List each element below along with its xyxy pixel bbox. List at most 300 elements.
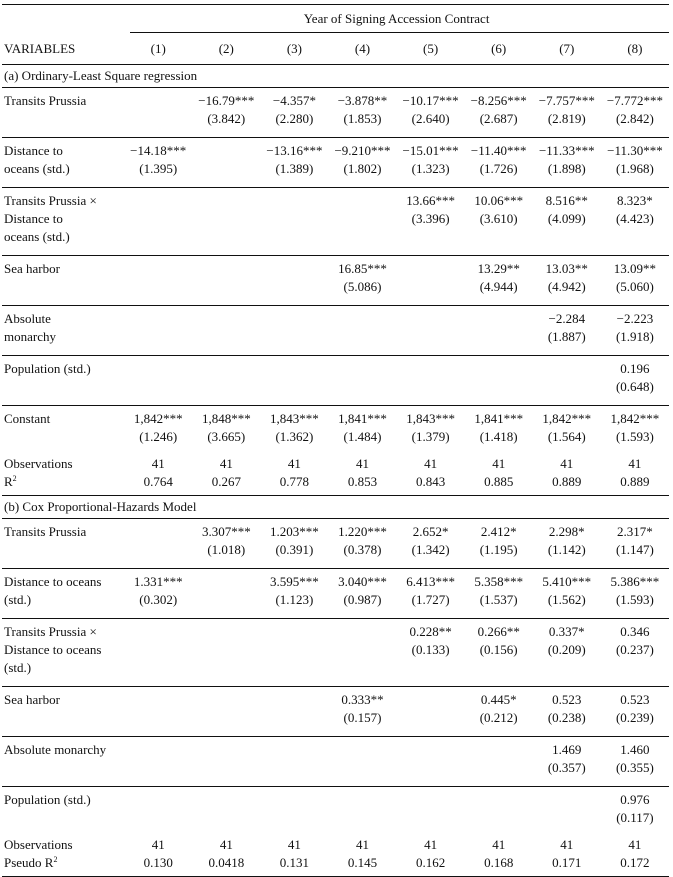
stat-value: 0.145	[328, 854, 396, 877]
row-label: Constant	[2, 406, 124, 429]
table-row	[2, 228, 669, 246]
table-row	[2, 256, 669, 279]
stat-value: 0.168	[465, 854, 533, 877]
row-label: oceans (std.)	[4, 229, 70, 244]
std-error-cell: (1.142)	[547, 542, 586, 557]
column-header: (8)	[627, 41, 643, 56]
std-error-cell	[124, 759, 192, 777]
std-error-cell	[192, 160, 260, 178]
panel-b-title: (b) Cox Proportional-Hazards Model	[2, 496, 669, 519]
coefficient-cell	[260, 356, 328, 379]
stat-value: 41	[219, 837, 233, 852]
std-error-cell: (1.968)	[615, 161, 654, 176]
std-error-cell	[124, 328, 192, 346]
coefficient-cell: −14.18***	[124, 138, 192, 161]
empty-cell	[260, 659, 328, 677]
std-error-cell	[397, 809, 465, 827]
std-error-cell	[192, 709, 260, 727]
coefficient-cell	[192, 619, 260, 642]
table-row	[2, 88, 669, 111]
coefficient-cell	[124, 519, 192, 542]
std-error-cell: (1.379)	[411, 429, 450, 444]
std-error-cell: (1.484)	[343, 429, 382, 444]
stat-value: 41	[424, 837, 438, 852]
std-error-cell: (0.156)	[479, 642, 518, 657]
std-error-cell	[260, 759, 328, 777]
row-spacer	[2, 777, 669, 787]
coefficient-cell: 0.523	[533, 687, 601, 710]
std-error-cell: (3.396)	[411, 211, 450, 226]
std-error-cell	[465, 378, 533, 396]
coefficient-cell	[124, 787, 192, 810]
row-label: monarchy	[4, 329, 56, 344]
row-spacer	[2, 827, 669, 836]
coefficient-cell: 5.358***	[465, 569, 533, 592]
coefficient-cell: −7.772***	[601, 88, 669, 111]
coefficient-cell	[260, 306, 328, 329]
coefficient-cell	[192, 256, 260, 279]
stat-value: 0.131	[260, 854, 328, 877]
coefficient-cell	[328, 737, 396, 760]
std-error-cell	[192, 641, 260, 659]
coefficient-cell: 1.331***	[124, 569, 192, 592]
row-label: Distance to oceans	[4, 642, 102, 657]
stat-value: 0.853	[347, 474, 378, 489]
row-label	[2, 428, 124, 446]
std-error-cell: (1.562)	[547, 592, 586, 607]
row-label: oceans (std.)	[4, 161, 70, 176]
std-error-cell	[124, 809, 192, 827]
std-error-cell	[192, 210, 260, 228]
coefficient-cell: 0.346	[601, 619, 669, 642]
coefficient-cell: −3.878**	[328, 88, 396, 111]
row-label: Absolute monarchy	[2, 737, 124, 760]
std-error-cell	[192, 328, 260, 346]
std-error-cell	[260, 278, 328, 296]
coefficient-cell: 13.09**	[601, 256, 669, 279]
regression-table	[2, 4, 669, 877]
std-error-cell: (2.687)	[479, 111, 518, 126]
table-row	[2, 641, 669, 659]
std-error-cell: (2.819)	[547, 111, 586, 126]
coefficient-cell: −15.01***	[397, 138, 465, 161]
coefficient-cell	[124, 88, 192, 111]
coefficient-cell: −11.33***	[533, 138, 601, 161]
stat-value: 41	[287, 837, 301, 852]
table-row	[2, 619, 669, 642]
table-header	[2, 5, 669, 65]
coefficient-cell: −9.210***	[328, 138, 396, 161]
coefficient-cell: 2.412*	[465, 519, 533, 542]
coefficient-cell: 6.413***	[397, 569, 465, 592]
empty-cell	[260, 228, 328, 246]
table-row	[2, 569, 669, 592]
table-row	[2, 591, 669, 609]
std-error-cell	[124, 541, 192, 559]
std-error-cell	[533, 378, 601, 396]
std-error-cell: (1.342)	[411, 542, 450, 557]
std-error-cell: (0.157)	[343, 710, 382, 725]
std-error-cell: (0.391)	[275, 542, 314, 557]
std-error-cell: (1.853)	[343, 111, 382, 126]
stat-value: 41	[628, 837, 642, 852]
coefficient-cell: 0.266**	[465, 619, 533, 642]
column-header: (3)	[286, 41, 302, 56]
coefficient-cell	[328, 188, 396, 211]
table-row	[2, 306, 669, 329]
coefficient-cell: 0.228**	[397, 619, 465, 642]
column-header: (1)	[150, 41, 166, 56]
std-error-cell	[260, 709, 328, 727]
std-error-cell: (5.060)	[615, 279, 654, 294]
stat-value: 41	[492, 837, 506, 852]
table-row	[2, 687, 669, 710]
stat-value: 41	[560, 837, 574, 852]
coefficient-cell	[192, 737, 260, 760]
stat-value: 41	[219, 456, 233, 471]
table-row	[2, 328, 669, 346]
std-error-cell: (0.302)	[139, 592, 178, 607]
coefficient-cell: 1.469	[533, 737, 601, 760]
row-label	[2, 110, 124, 128]
table-row	[2, 541, 669, 559]
std-error-cell: (4.942)	[547, 279, 586, 294]
coefficient-cell: 2.652*	[397, 519, 465, 542]
empty-cell	[192, 228, 260, 246]
coefficient-cell: 16.85***	[328, 256, 396, 279]
coefficient-cell: 8.516**	[533, 188, 601, 211]
std-error-cell: (1.418)	[479, 429, 518, 444]
coefficient-cell	[260, 687, 328, 710]
coefficient-cell	[124, 256, 192, 279]
coefficient-cell: −11.30***	[601, 138, 669, 161]
std-error-cell: (4.423)	[615, 211, 654, 226]
std-error-cell	[465, 759, 533, 777]
coefficient-cell	[397, 306, 465, 329]
row-label: Absolute	[2, 306, 124, 329]
coefficient-cell	[124, 619, 192, 642]
row-label: Distance to oceans	[2, 569, 124, 592]
coefficient-cell	[260, 256, 328, 279]
empty-cell	[397, 659, 465, 677]
empty-cell	[601, 228, 669, 246]
coefficient-cell	[192, 787, 260, 810]
coefficient-cell: −2.223	[601, 306, 669, 329]
coefficient-cell: 1,841***	[465, 406, 533, 429]
row-label: Sea harbor	[2, 687, 124, 710]
std-error-cell: (1.898)	[547, 161, 586, 176]
empty-cell	[601, 659, 669, 677]
coefficient-cell: 3.307***	[192, 519, 260, 542]
coefficient-cell	[328, 356, 396, 379]
stat-value: 41	[492, 456, 506, 471]
std-error-cell	[397, 378, 465, 396]
row-label: (std.)	[4, 592, 32, 607]
coefficient-cell: 3.040***	[328, 569, 396, 592]
std-error-cell	[192, 591, 260, 609]
stat-label	[2, 836, 124, 854]
row-label: Population (std.)	[2, 787, 124, 810]
table-row	[2, 709, 669, 727]
coefficient-cell	[533, 356, 601, 379]
coefficient-cell	[192, 138, 260, 161]
empty-cell	[124, 228, 192, 246]
std-error-cell: (0.117)	[616, 810, 654, 825]
coefficient-cell	[192, 306, 260, 329]
coefficient-cell	[192, 569, 260, 592]
coefficient-cell: 1.460	[601, 737, 669, 760]
std-error-cell	[124, 110, 192, 128]
std-error-cell: (0.987)	[343, 592, 382, 607]
stat-label	[2, 854, 124, 877]
std-error-cell: (1.802)	[343, 161, 382, 176]
std-error-cell: (1.537)	[479, 592, 518, 607]
row-spacer	[2, 246, 669, 256]
empty-cell	[328, 228, 396, 246]
coefficient-cell: −8.256***	[465, 88, 533, 111]
std-error-cell	[260, 210, 328, 228]
std-error-cell: (1.918)	[615, 329, 654, 344]
coefficient-cell: 1,841***	[328, 406, 396, 429]
column-header: (2)	[218, 41, 234, 56]
std-error-cell	[192, 759, 260, 777]
coefficient-cell	[465, 737, 533, 760]
std-error-cell: (1.564)	[547, 429, 586, 444]
std-error-cell: (4.944)	[479, 279, 518, 294]
row-spacer	[2, 446, 669, 455]
std-error-cell: (1.726)	[479, 161, 518, 176]
coefficient-cell	[260, 787, 328, 810]
std-error-cell: (0.239)	[615, 710, 654, 725]
std-error-cell	[465, 328, 533, 346]
std-error-cell: (0.212)	[479, 710, 518, 725]
panel-a-body	[2, 65, 669, 496]
column-header-row	[2, 33, 669, 65]
coefficient-cell: 10.06***	[465, 188, 533, 211]
table-row	[2, 278, 669, 296]
empty-cell	[465, 659, 533, 677]
std-error-cell: (0.355)	[615, 760, 654, 775]
std-error-cell	[260, 328, 328, 346]
std-error-cell: (1.887)	[547, 329, 586, 344]
std-error-cell: (1.123)	[275, 592, 314, 607]
coefficient-cell: 0.333**	[328, 687, 396, 710]
row-label	[2, 541, 124, 559]
coefficient-cell	[260, 619, 328, 642]
std-error-cell	[192, 378, 260, 396]
stat-value: 41	[287, 456, 301, 471]
stat-row	[2, 473, 669, 496]
row-spacer	[2, 346, 669, 356]
empty-cell	[465, 228, 533, 246]
std-error-cell: (1.018)	[207, 542, 246, 557]
row-spacer	[2, 396, 669, 406]
panel-a-title: (a) Ordinary-Least Square regression	[2, 65, 669, 88]
coefficient-cell: 0.337*	[533, 619, 601, 642]
coefficient-cell: 1.203***	[260, 519, 328, 542]
coefficient-cell: 1.220***	[328, 519, 396, 542]
std-error-cell: (1.323)	[411, 161, 450, 176]
std-error-cell	[533, 809, 601, 827]
std-error-cell: (0.378)	[343, 542, 382, 557]
std-error-cell: (0.357)	[547, 760, 586, 775]
std-error-cell: (3.665)	[207, 429, 246, 444]
column-header: (4)	[354, 41, 371, 56]
stat-value: 0.889	[552, 474, 582, 489]
coefficient-cell	[397, 737, 465, 760]
coefficient-cell: −2.284	[533, 306, 601, 329]
table-row	[2, 759, 669, 777]
std-error-cell	[328, 759, 396, 777]
std-error-cell	[260, 378, 328, 396]
table-row	[2, 188, 669, 211]
stat-value: 41	[628, 456, 642, 471]
row-label: Distance to	[4, 211, 63, 226]
stat-value: 0.843	[415, 474, 446, 489]
panel-b-body	[2, 496, 669, 877]
coefficient-cell: 5.386***	[601, 569, 669, 592]
coefficient-cell: 1,842***	[533, 406, 601, 429]
column-spanner: Year of Signing Accession Contract	[124, 5, 669, 33]
std-error-cell	[397, 709, 465, 727]
row-spacer	[2, 128, 669, 138]
row-label: Transits Prussia	[2, 519, 124, 542]
coefficient-cell	[465, 787, 533, 810]
stat-value: 0.889	[620, 474, 650, 489]
row-label	[2, 709, 124, 727]
superscript: 2	[53, 855, 58, 864]
std-error-cell: (1.389)	[275, 161, 314, 176]
coefficient-cell: 5.410***	[533, 569, 601, 592]
stat-value: 0.162	[397, 854, 465, 877]
std-error-cell	[260, 641, 328, 659]
table-row	[2, 210, 669, 228]
stat-label-text: Observations	[4, 456, 73, 471]
table-row	[2, 428, 669, 446]
stat-value: 0.0418	[192, 854, 260, 877]
coefficient-cell	[328, 306, 396, 329]
coefficient-cell	[124, 306, 192, 329]
stat-value: 41	[151, 456, 165, 471]
std-error-cell: (0.237)	[615, 642, 654, 657]
stat-value: 0.172	[601, 854, 669, 877]
coefficient-cell	[124, 737, 192, 760]
stat-value: 41	[356, 837, 369, 852]
std-error-cell	[124, 278, 192, 296]
stat-value: 0.130	[124, 854, 192, 877]
std-error-cell: (2.640)	[411, 111, 450, 126]
std-error-cell: (1.593)	[615, 429, 654, 444]
row-spacer	[2, 727, 669, 737]
table-row	[2, 519, 669, 542]
table-row	[2, 659, 669, 677]
std-error-cell	[465, 809, 533, 827]
std-error-cell: (1.727)	[411, 592, 450, 607]
std-error-cell: (3.610)	[479, 211, 518, 226]
empty-cell	[328, 659, 396, 677]
coefficient-cell: 1,848***	[192, 406, 260, 429]
empty-cell	[533, 659, 601, 677]
stat-label	[2, 473, 124, 496]
coefficient-cell	[328, 787, 396, 810]
coefficient-cell	[397, 356, 465, 379]
std-error-cell: (1.362)	[275, 429, 314, 444]
coefficient-cell	[260, 737, 328, 760]
stat-value: 41	[356, 456, 369, 471]
coefficient-cell	[192, 188, 260, 211]
coefficient-cell: 13.66***	[397, 188, 465, 211]
std-error-cell: (2.842)	[615, 111, 654, 126]
std-error-cell: (1.195)	[479, 542, 518, 557]
coefficient-cell: 2.298*	[533, 519, 601, 542]
coefficient-cell	[124, 356, 192, 379]
std-error-cell	[328, 210, 396, 228]
std-error-cell: (1.593)	[615, 592, 654, 607]
std-error-cell: (1.395)	[139, 161, 178, 176]
std-error-cell: (0.238)	[547, 710, 586, 725]
coefficient-cell: −7.757***	[533, 88, 601, 111]
coefficient-cell: −10.17***	[397, 88, 465, 111]
coefficient-cell	[124, 188, 192, 211]
std-error-cell	[328, 328, 396, 346]
coefficient-cell	[465, 356, 533, 379]
row-label: Transits Prussia ×	[2, 619, 124, 642]
row-label	[2, 759, 124, 777]
std-error-cell: (3.842)	[207, 111, 246, 126]
stat-value: 0.764	[143, 474, 173, 489]
std-error-cell	[397, 759, 465, 777]
stat-value: 41	[560, 456, 574, 471]
column-header: (7)	[559, 41, 575, 56]
empty-cell	[397, 228, 465, 246]
variables-label: VARIABLES	[4, 41, 76, 56]
std-error-cell: (0.648)	[615, 379, 654, 394]
coefficient-cell: −4.357*	[260, 88, 328, 111]
table-row	[2, 110, 669, 128]
table-row	[2, 809, 669, 827]
std-error-cell: (5.086)	[343, 279, 382, 294]
stat-label-text: Observations	[4, 837, 73, 852]
table-row	[2, 406, 669, 429]
stat-label	[2, 455, 124, 473]
coefficient-cell: 1,843***	[260, 406, 328, 429]
coefficient-cell	[397, 787, 465, 810]
row-spacer	[2, 559, 669, 569]
coefficient-cell: 1,842***	[124, 406, 192, 429]
table-row	[2, 160, 669, 178]
coefficient-cell: 1,843***	[397, 406, 465, 429]
row-spacer	[2, 609, 669, 619]
column-header: (5)	[423, 41, 439, 56]
row-spacer	[2, 296, 669, 306]
std-error-cell: (2.280)	[275, 111, 314, 126]
table-row	[2, 356, 669, 379]
std-error-cell: (1.246)	[139, 429, 178, 444]
row-label: Transits Prussia	[2, 88, 124, 111]
std-error-cell	[124, 210, 192, 228]
empty-cell	[533, 228, 601, 246]
std-error-cell	[124, 378, 192, 396]
stat-value: 0.778	[279, 474, 310, 489]
stat-row	[2, 836, 669, 854]
stat-row	[2, 854, 669, 877]
stat-value: 0.171	[533, 854, 601, 877]
std-error-cell: (4.099)	[547, 211, 586, 226]
coefficient-cell	[465, 306, 533, 329]
table-row	[2, 787, 669, 810]
coefficient-cell: −16.79***	[192, 88, 260, 111]
empty-cell	[124, 659, 192, 677]
